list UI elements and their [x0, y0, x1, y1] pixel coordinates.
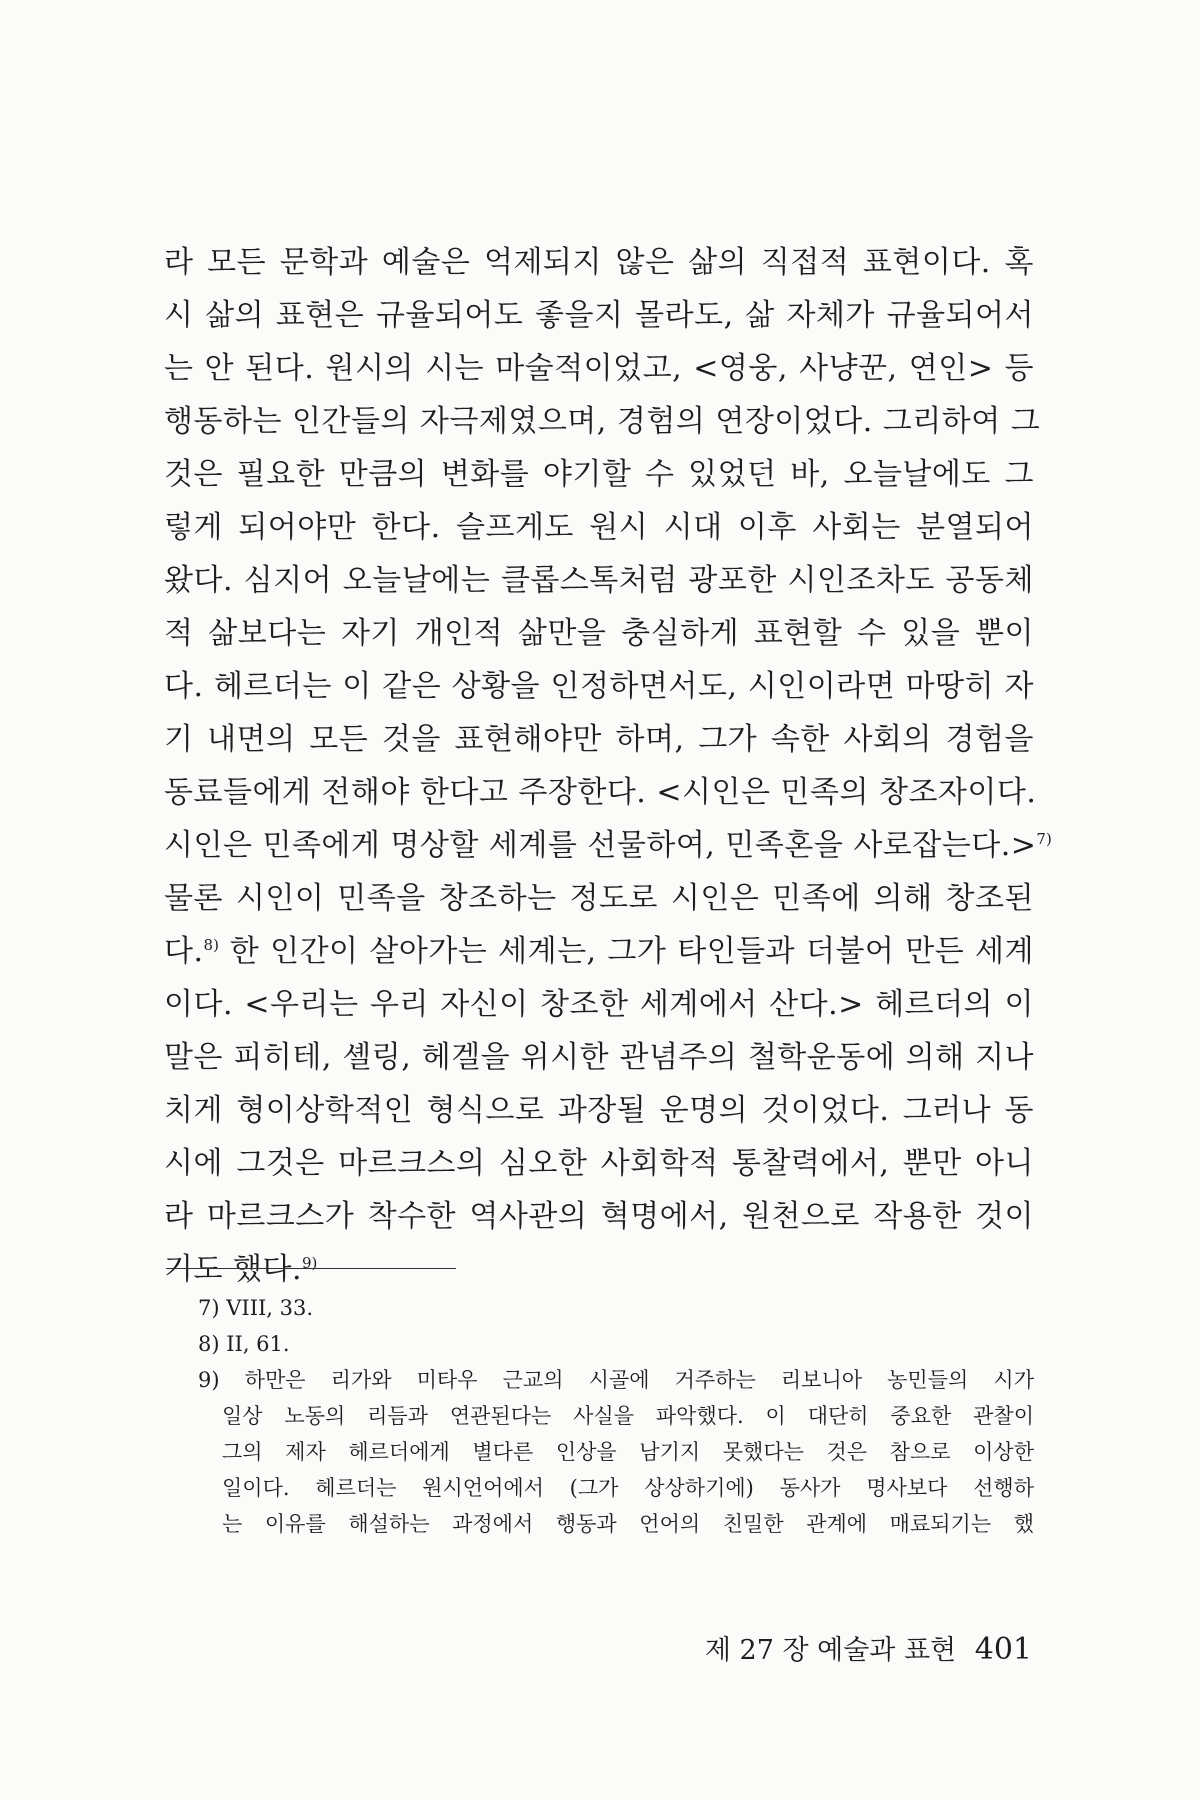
- body-line-text: 시인은 민족에게 명상할 세계를 선물하여, 민족혼을 사로잡는다.>: [164, 828, 1037, 863]
- footnote-divider: [166, 1268, 456, 1269]
- body-line: 기 내면의 모든 것을 표현해야만 하며, 그가 속한 사회의 경험을: [164, 722, 1034, 757]
- footnotes: [198, 1290, 1034, 1542]
- page-footer: [705, 1630, 1032, 1671]
- body-line: 라 마르크스가 착수한 역사관의 혁명에서, 원천으로 작용한 것이: [164, 1199, 1034, 1234]
- body-line-text: 다.: [164, 934, 204, 969]
- footnote-9-line: 는 이유를 해설하는 과정에서 행동과 언어의 친밀한 관계에 매료되기는 했: [222, 1512, 1034, 1536]
- body-line: 행동하는 인간들의 자극제였으며, 경험의 연장이었다. 그리하여 그: [164, 404, 1041, 439]
- body-line: 물론 시인이 민족을 창조하는 정도로 시인은 민족에 의해 창조된: [164, 881, 1034, 916]
- page-number: 401: [974, 1632, 1032, 1667]
- body-line: 시 삶의 표현은 규율되어도 좋을지 몰라도, 삶 자체가 규율되어서: [164, 298, 1034, 333]
- footnote-9-line: 일이다. 헤르더는 원시언어에서 (그가 상상하기에) 동사가 명사보다 선행하: [222, 1476, 1034, 1500]
- running-footer-chapter: 제 27 장 예술과 표현: [704, 1635, 957, 1666]
- body-line: 왔다. 심지어 오늘날에는 클롭스톡처럼 광포한 시인조차도 공동체: [164, 563, 1034, 598]
- footnote-7: 7) VIII, 33.: [198, 1296, 314, 1320]
- body-line: 이다. <우리는 우리 자신이 창조한 세계에서 산다.> 헤르더의 이: [164, 987, 1034, 1022]
- body-line-with-footnote: [164, 1243, 1034, 1296]
- body-line-text: 한 인간이 살아가는 세계는, 그가 타인들과 더불어 만든 세계: [229, 934, 1034, 969]
- body-line: 는 안 된다. 원시의 시는 마술적이었고, <영웅, 사냥꾼, 연인> 등: [164, 351, 1034, 386]
- footnote-9-line: 9) 하만은 리가와 미타우 근교의 시골에 거주하는 리보니아 농민들의 시가: [198, 1368, 1034, 1392]
- body-line: 동료들에게 전해야 한다고 주장한다. <시인은 민족의 창조자이다.: [164, 775, 1037, 810]
- body-line: 적 삶보다는 자기 개인적 삶만을 충실하게 표현할 수 있을 뿐이: [164, 616, 1034, 651]
- footnote-marker-7[interactable]: 7): [1036, 830, 1052, 848]
- body-line: 다. 헤르더는 이 같은 상황을 인정하면서도, 시인이라면 마땅히 자: [164, 669, 1034, 704]
- body-line: 것은 필요한 만큼의 변화를 야기할 수 있었던 바, 오늘날에도 그: [164, 457, 1034, 492]
- body-line: 렇게 되어야만 한다. 슬프게도 원시 시대 이후 사회는 분열되어: [164, 510, 1034, 545]
- footnote-marker-9[interactable]: 9): [302, 1254, 318, 1272]
- body-line-with-footnote: [164, 819, 1052, 872]
- body-line-with-footnote: [164, 925, 1034, 978]
- footnote-9-line: 일상 노동의 리듬과 연관된다는 사실을 파악했다. 이 대단히 중요한 관찰이: [222, 1404, 1034, 1428]
- body-line-text: 기도 했다.: [164, 1252, 302, 1287]
- body-line: 시에 그것은 마르크스의 심오한 사회학적 통찰력에서, 뿐만 아니: [164, 1146, 1034, 1181]
- footnote-8: 8) II, 61.: [198, 1332, 290, 1356]
- body-line: 말은 피히테, 셸링, 헤겔을 위시한 관념주의 철학운동에 의해 지나: [164, 1040, 1034, 1075]
- body-text: [164, 236, 1052, 1296]
- footnote-9-line: 그의 제자 헤르더에게 별다른 인상을 남기지 못했다는 것은 참으로 이상한: [222, 1440, 1034, 1464]
- body-line: 라 모든 문학과 예술은 억제되지 않은 삶의 직접적 표현이다. 혹: [164, 245, 1034, 280]
- footnote-marker-8[interactable]: 8): [203, 936, 219, 954]
- body-line: 치게 형이상학적인 형식으로 과장될 운명의 것이었다. 그러나 동: [164, 1093, 1034, 1128]
